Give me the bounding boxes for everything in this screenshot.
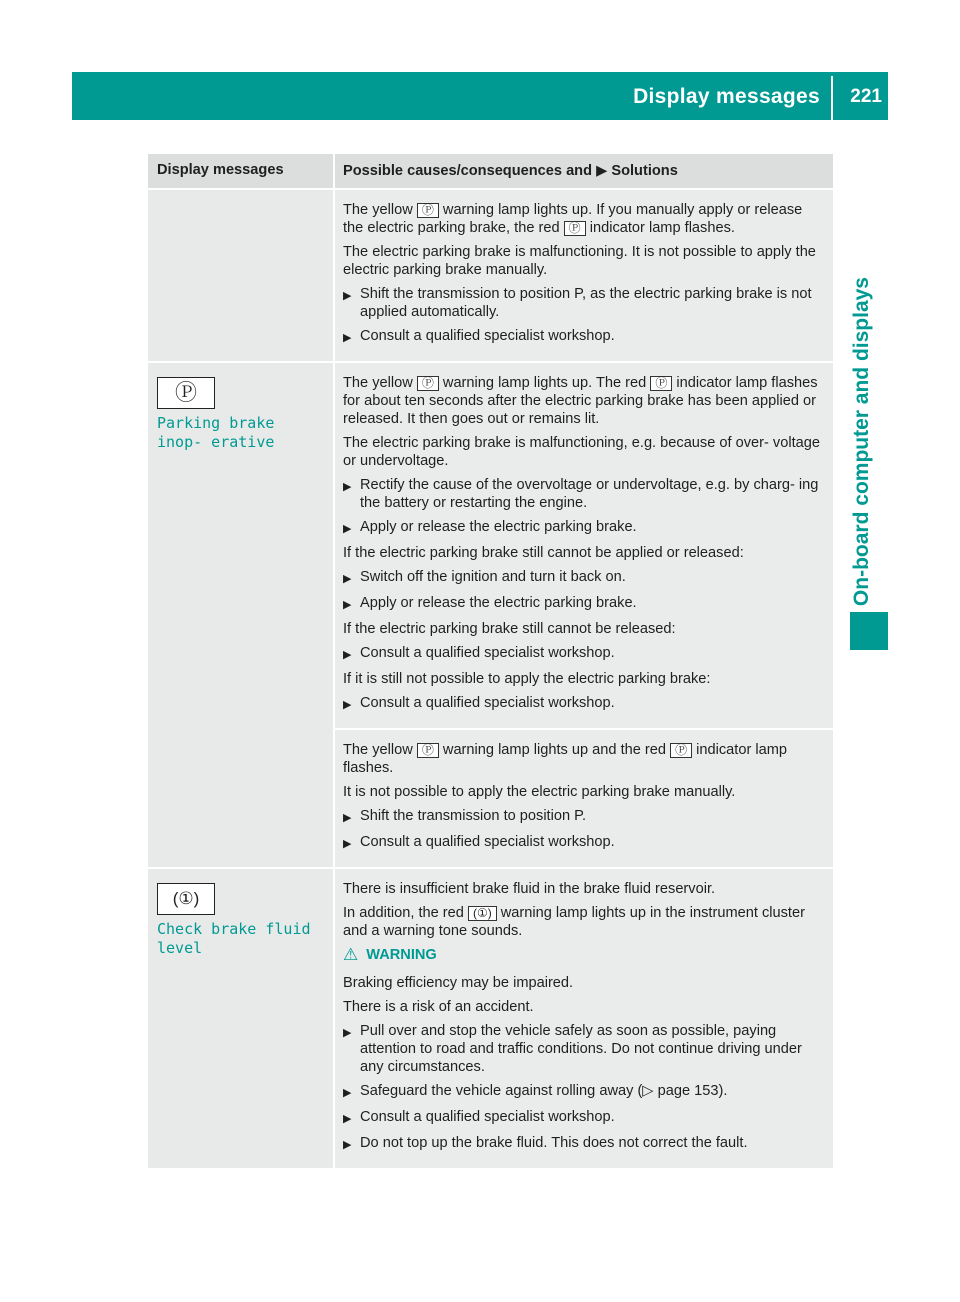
paragraph: There is a risk of an accident.	[343, 999, 534, 1015]
parking-brake-icon: Ⓟ	[417, 376, 439, 391]
arrow-icon: ▶	[343, 838, 352, 850]
parking-brake-icon: Ⓟ	[564, 221, 586, 236]
parking-brake-icon: Ⓟ	[157, 377, 215, 409]
list-item	[343, 476, 826, 512]
arrow-icon: ▶	[343, 812, 352, 824]
bullet-text: Consult a qualified specialist workshop.	[360, 1109, 615, 1125]
arrow-icon: ▶	[343, 573, 352, 585]
paragraph	[343, 741, 826, 777]
table-row	[148, 867, 833, 1168]
list-item	[343, 833, 826, 853]
arrow-icon: ▶	[343, 1087, 352, 1099]
header-bar	[72, 72, 888, 120]
text: warning lamp lights up in the instrument cluster and a warning tone sounds.	[343, 905, 805, 939]
brake-fluid-icon: (①)	[157, 883, 215, 915]
table-row	[148, 188, 833, 361]
text: The yellow	[343, 202, 413, 218]
warning-label: WARNING	[366, 947, 437, 963]
bullet-text: Apply or release the electric parking brake.	[360, 519, 637, 535]
column-header-display: Display messages	[148, 154, 335, 188]
bullet-text: Consult a qualified specialist workshop.	[360, 834, 615, 850]
bullet-text: Consult a qualified specialist workshop.	[360, 695, 615, 711]
bullet-text: Apply or release the electric parking brake.	[360, 595, 637, 611]
text: warning lamp lights up and the red	[442, 742, 667, 758]
bullet-text: Shift the transmission to position P.	[360, 808, 587, 824]
list-item	[343, 1022, 826, 1076]
list-item	[343, 694, 826, 714]
bullet-text: Consult a qualified specialist workshop.	[360, 328, 615, 344]
causes-cell	[335, 867, 833, 1168]
arrow-icon: ▶	[343, 649, 352, 661]
list-item	[343, 568, 826, 588]
list-item	[343, 327, 826, 347]
side-marker	[850, 612, 888, 650]
text: warning lamp lights up. If you manually apply or release the electric parking brake, the red	[343, 202, 803, 236]
paragraph: There is insufficient brake fluid in the brake fluid reservoir.	[343, 881, 716, 897]
column-header-causes: Possible causes/consequences and ▶ Solutions	[335, 154, 833, 188]
list-item	[343, 807, 826, 827]
paragraph: Braking efficiency may be impaired.	[343, 975, 574, 991]
messages-table	[148, 154, 833, 1168]
bullet-text: Consult a qualified specialist workshop.	[360, 645, 615, 661]
side-section-label	[842, 206, 882, 606]
display-cell-empty	[148, 188, 335, 361]
paragraph: If it is still not possible to apply the electric parking brake:	[343, 671, 711, 687]
text: The yellow	[343, 742, 413, 758]
page-title: Display messages	[633, 85, 820, 108]
list-item	[343, 1134, 826, 1154]
side-label-text: On-board computer and displays	[850, 276, 873, 606]
text: In addition, the red	[343, 905, 464, 921]
arrow-icon: ▶	[343, 699, 352, 711]
arrow-icon: ▶	[343, 1113, 352, 1125]
causes-cell	[335, 361, 833, 867]
bullet-text: Do not top up the brake fluid. This does not correct the fault.	[360, 1135, 748, 1151]
arrow-icon: ▶	[343, 332, 352, 344]
parking-brake-icon: Ⓟ	[417, 743, 439, 758]
brake-fluid-icon: (①)	[468, 906, 497, 921]
text: indicator lamp flashes for about ten seconds after the electric parking brake has been applied or released. It then goes out or remains lit.	[343, 375, 818, 427]
list-item	[343, 1082, 826, 1102]
list-item	[343, 644, 826, 664]
display-message: Parking brake inop‐ erative	[157, 414, 275, 451]
arrow-icon: ▶	[343, 523, 352, 535]
bullet-text: Pull over and stop the vehicle safely as soon as possible, paying attention to road and traffic conditions. Do not continue driving under any circumstances.	[360, 1023, 802, 1075]
paragraph	[343, 904, 826, 940]
paragraph: The electric parking brake is malfunctioning. It is not possible to apply the electric parking brake manually.	[343, 244, 816, 278]
paragraph: The electric parking brake is malfunctioning, e.g. because of over- voltage or undervoltage.	[343, 435, 820, 469]
text: The yellow	[343, 375, 413, 391]
text: indicator lamp flashes.	[343, 742, 788, 776]
bullet-text: Safeguard the vehicle against rolling away (▷ page 153).	[360, 1083, 728, 1099]
paragraph: If the electric parking brake still cannot be released:	[343, 621, 676, 637]
paragraph: It is not possible to apply the electric parking brake manually.	[343, 784, 736, 800]
warning-heading	[343, 946, 826, 964]
causes-subcell	[335, 363, 833, 728]
arrow-icon: ▶	[343, 1027, 352, 1039]
bullet-text: Rectify the cause of the overvoltage or undervoltage, e.g. by charg- ing the battery or restarting the engine.	[360, 477, 819, 511]
table-row	[148, 361, 833, 867]
display-cell	[148, 867, 335, 1168]
paragraph: If the electric parking brake still cannot be applied or released:	[343, 545, 744, 561]
table-header	[148, 154, 833, 188]
list-item	[343, 594, 826, 614]
arrow-icon: ▶	[343, 599, 352, 611]
list-item	[343, 1108, 826, 1128]
list-item	[343, 518, 826, 538]
parking-brake-icon: Ⓟ	[670, 743, 692, 758]
arrow-icon: ▶	[343, 1139, 352, 1151]
list-item	[343, 285, 826, 321]
paragraph	[343, 201, 826, 237]
bullet-text: Switch off the ignition and turn it back on.	[360, 569, 626, 585]
header-divider	[831, 76, 833, 120]
causes-cell	[335, 188, 833, 361]
display-message: Check brake fluid level	[157, 920, 311, 957]
warning-triangle-icon: ⚠	[343, 945, 359, 964]
causes-subcell	[335, 728, 833, 867]
bullet-text: Shift the transmission to position P, as the electric parking brake is not applied automatically.	[360, 286, 812, 320]
arrow-icon: ▶	[343, 481, 352, 493]
page-number: 221	[850, 86, 882, 107]
parking-brake-icon: Ⓟ	[650, 376, 672, 391]
parking-brake-icon: Ⓟ	[417, 203, 439, 218]
paragraph	[343, 374, 826, 428]
display-cell	[148, 361, 335, 867]
text: indicator lamp flashes.	[589, 220, 735, 236]
arrow-icon: ▶	[343, 290, 352, 302]
text: warning lamp lights up. The red	[442, 375, 647, 391]
